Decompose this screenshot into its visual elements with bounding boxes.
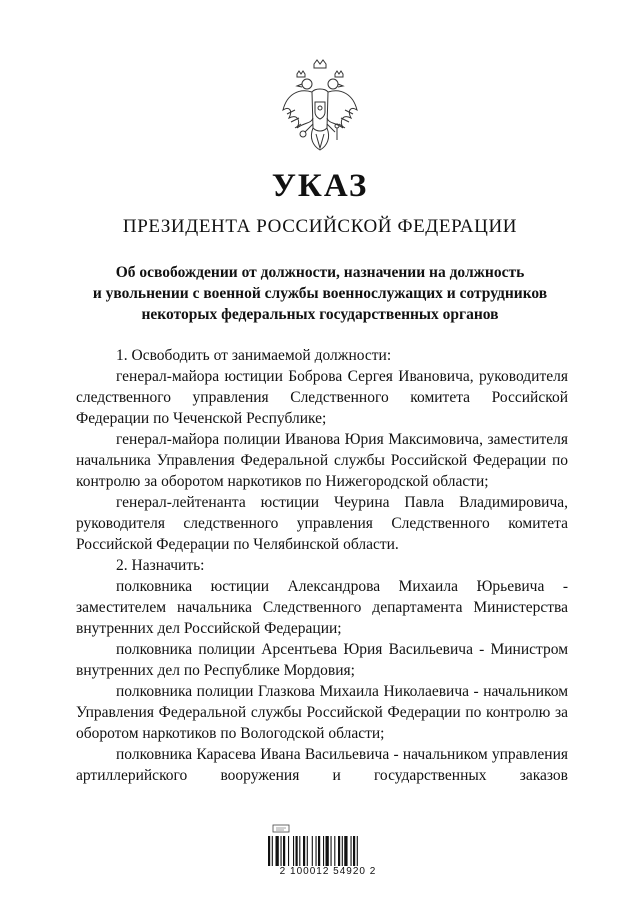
paragraph-4: генерал-лейтенанта юстиции Чеурина Павла Владимировича, руководителя следственного управления Следственного комитета Российской Федерации по Челябинской области. xyxy=(76,494,568,553)
paragraph-1: 1. Освободить от занимаемой должности: xyxy=(116,347,392,364)
barcode-number: 2 100012 54920 2 xyxy=(279,866,377,877)
document-footer xyxy=(258,822,398,882)
decree-heading xyxy=(60,262,580,325)
heading-line-3: некоторых федеральных государственных органов xyxy=(141,306,499,323)
paragraph-5: 2. Назначить: xyxy=(116,557,205,574)
decree-body xyxy=(76,345,568,786)
paragraph-3: генерал-майора полиции Иванова Юрия Максимовича, заместителя начальника Управления Федеральной службы Российской Федерации по контролю за оборотом наркотиков по Нижегородской области; xyxy=(76,431,568,490)
paragraph-9: полковника Карасева Ивана Васильевича - начальником управления артиллерийского вооружения и государственных заказов xyxy=(76,746,568,784)
heading-line-2: и увольнении с военной службы военнослужащих и сотрудников xyxy=(92,285,548,302)
paragraph-8: полковника полиции Глазкова Михаила Николаевича - начальником Управления Федеральной службы Российской Федерации по контролю за оборотом наркотиков по Вологодской области; xyxy=(76,683,568,742)
document-subtitle: ПРЕЗИДЕНТА РОССИЙСКОЙ ФЕДЕРАЦИИ xyxy=(122,216,518,237)
heading-line-1: Об освобождении от должности, назначении на должность xyxy=(115,264,525,281)
paragraph-7: полковника полиции Арсентьева Юрия Васильевича - Министром внутренних дел по Республике Мордовия; xyxy=(76,641,568,679)
coat-of-arms-icon xyxy=(279,58,361,156)
document-title: УКАЗ xyxy=(271,168,369,204)
barcode-icon xyxy=(268,836,388,866)
paragraph-2: генерал-майора юстиции Боброва Сергея Ивановича, руководителя следственного управления Следственного комитета Российской Федерации по Чеченской Республике; xyxy=(76,368,568,427)
paragraph-6: полковника юстиции Александрова Михаила Юрьевича - заместителем начальника Следственного департамента Министерства внутренних дел Российской Федерации; xyxy=(76,578,568,637)
printing-stamp-icon xyxy=(272,822,290,834)
